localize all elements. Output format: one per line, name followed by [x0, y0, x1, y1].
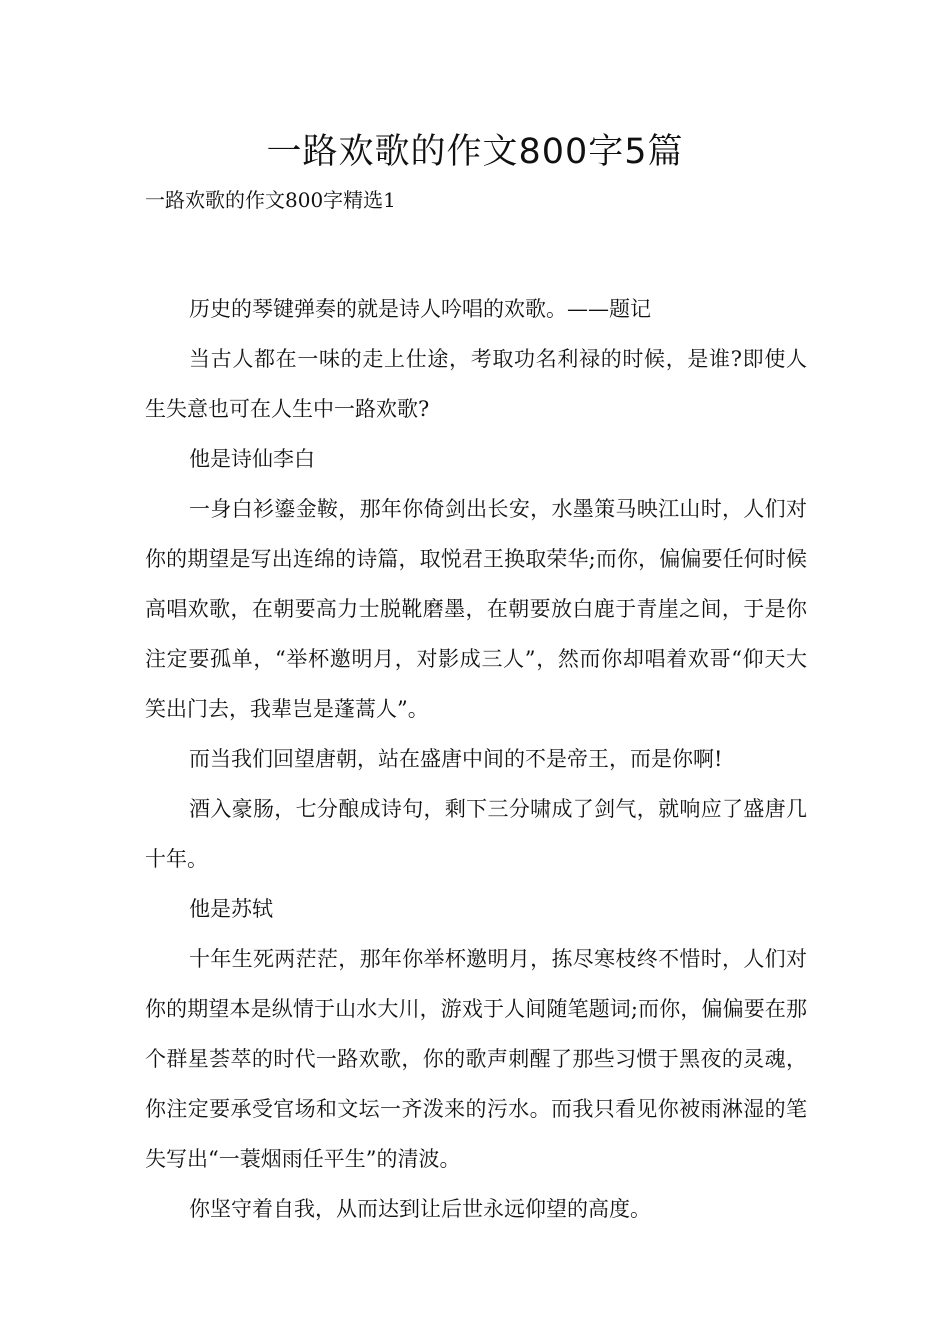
paragraph-heading-li-bai: 他是诗仙李白 [189, 447, 315, 471]
document-subtitle: 一路欢歌的作文800字精选1 [145, 188, 396, 212]
paragraph: 而当我们回望唐朝，站在盛唐中间的不是帝王，而是你啊! [189, 747, 723, 771]
paragraph: 十年生死两茫茫，那年你举杯邀明月，拣尽寒枝终不惜时，人们对你的期望本是纵情于山水大川，游戏于人间随笔题词;而你，偏偏要在那个群星荟萃的时代一路欢歌，你的歌声刺醒了那些习惯于黑夜的灵魂，你注定要承受官场和文坛一齐泼来的污水。而我只看见你被雨淋湿的笔失写出“一蓑烟雨任平生”的清波。 [145, 947, 807, 1171]
paragraph: 你坚守着自我，从而达到让后世永远仰望的高度。 [189, 1197, 651, 1221]
document-title: 一路欢歌的作文800字5篇 [266, 132, 684, 172]
paragraph: 当古人都在一味的走上仕途，考取功名利禄的时候，是谁?即使人生失意也可在人生中一路欢歌? [145, 347, 807, 421]
paragraph: 一身白衫鎏金鞍，那年你倚剑出长安，水墨策马映江山时，人们对你的期望是写出连绵的诗篇，取悦君王换取荣华;而你，偏偏要任何时候高唱欢歌，在朝要高力士脱靴磨墨，在朝要放白鹿于青崖之间，于是你注定要孤单，“举杯邀明月，对影成三人”，然而你却唱着欢哥“仰天大笑出门去，我辈岂是蓬蒿人”。 [145, 497, 807, 721]
paragraph: 酒入豪肠，七分酿成诗句，剩下三分啸成了剑气，就响应了盛唐几十年。 [145, 797, 807, 871]
document-body [145, 284, 807, 1234]
paragraph-heading-su-shi: 他是苏轼 [189, 897, 273, 921]
paragraph-epigraph: 历史的琴键弹奏的就是诗人吟唱的欢歌。——题记 [189, 297, 651, 321]
